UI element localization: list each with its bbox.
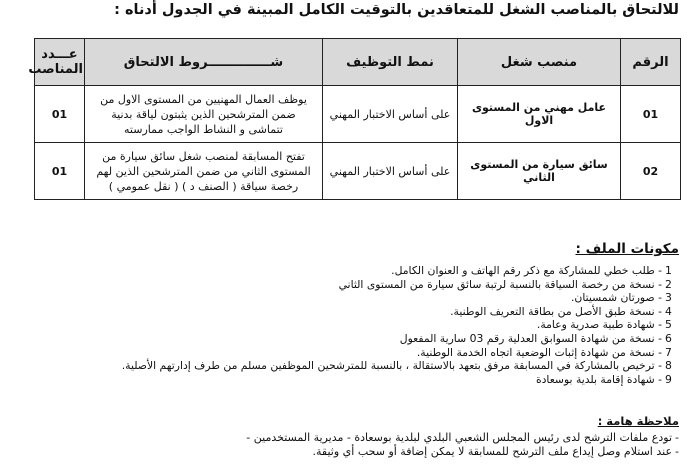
condition-line: ضمن المترشحين الذين يثبتون لياقة بدنية xyxy=(111,107,296,121)
positions-table xyxy=(28,38,681,200)
note-text: عند استلام وصل إيداع ملف الترشح للمسابقة لا يمكن إضافة أو سحب أي وثيقة. xyxy=(312,445,673,458)
item-text: نسخة من رخصة السياقة بالنسبة لرتبة سائق سيارة من المستوى الثاني xyxy=(338,277,655,291)
file-components-list xyxy=(19,264,679,386)
header-conditions: شــــــــــــــروط الالتحاق xyxy=(85,39,323,86)
list-item: 8- ترخيص بالمشاركة في المسابقة مرفق بتعهد بالاستقالة ، بالنسبة للمترشحين الموظفين مسلم من طرف إدارتهم الأصلية. xyxy=(19,359,679,373)
note-bullet: - xyxy=(675,431,679,444)
list-item: 6- نسخة من شهادة السوابق العدلية رقم 03 سارية المفعول xyxy=(19,332,679,346)
row-mode: على أساس الاختبار المهني xyxy=(323,86,458,143)
row-mode: على أساس الاختبار المهني xyxy=(323,143,458,200)
item-text: شهادة طبية صدرية وعامة. xyxy=(536,318,655,332)
list-item: 4- نسخة طبق الأصل من بطاقة التعريف الوطنية. xyxy=(19,305,679,319)
list-item: 1- طلب خطي للمشاركة مع ذكر رقم الهاتف و العنوان الكامل. xyxy=(19,264,679,278)
condition-line: يوظف العمال المهنيين من المستوى الاول من xyxy=(100,92,307,106)
item-number: 6 xyxy=(665,331,672,345)
item-number: 1 xyxy=(665,264,672,277)
header-count-line1: عـــدد xyxy=(41,47,78,62)
item-number: 7 xyxy=(665,345,672,359)
file-components-title: مكونات الملف : xyxy=(575,241,679,257)
list-item: 7- نسخة من شهادة إثبات الوضعية اتجاه الخدمة الوطنية. xyxy=(19,346,679,360)
note-item xyxy=(9,431,679,445)
condition-line: تفتح المسابقة لمنصب شغل سائق سيارة من xyxy=(102,149,305,163)
item-text: نسخة من شهادة إثبات الوضعية اتجاه الخدمة الوطنية. xyxy=(416,345,655,359)
notes-list xyxy=(9,431,679,459)
header-count xyxy=(28,39,85,86)
table-row xyxy=(35,143,681,200)
header-count-line2: المناصب xyxy=(28,62,83,77)
row-number: 02 xyxy=(621,143,681,200)
item-number: 8 xyxy=(665,359,672,373)
list-item: 5- شهادة طبية صدرية وعامة. xyxy=(19,318,679,332)
condition-line: المستوى الثاني من ضمن المترشحين الذين لهم xyxy=(96,164,311,178)
header-mode: نمط التوظيف xyxy=(323,39,458,86)
intro-text: للالتحاق بالمناصب الشغل للمتعاقدين بالتوقيت الكامل المبينة في الجدول أدناه : xyxy=(114,2,679,18)
item-text: ترخيص بالمشاركة في المسابقة مرفق بتعهد بالاستقالة ، بالنسبة للمترشحين الموظفين مسلم من طرف إدارتهم الأصلية. xyxy=(121,359,655,373)
notes-title: ملاحظة هامة : xyxy=(597,414,679,428)
item-text: صورتان شمسيتان. xyxy=(570,291,655,305)
condition-line: رخصة سياقة ( الصنف د ) ( نقل عمومي ) xyxy=(108,179,299,193)
list-item: 3- صورتان شمسيتان. xyxy=(19,291,679,305)
row-count: 01 xyxy=(35,143,85,200)
item-text: شهادة إقامة بلدية بوسعادة xyxy=(535,372,655,386)
item-number: 2 xyxy=(665,277,672,291)
item-text: طلب خطي للمشاركة مع ذكر رقم الهاتف و العنوان الكامل. xyxy=(391,264,655,277)
item-text: نسخة طبق الأصل من بطاقة التعريف الوطنية. xyxy=(450,304,655,318)
header-post: منصب شغل xyxy=(458,39,621,86)
list-item: 2- نسخة من رخصة السياقة بالنسبة لرتبة سائق سيارة من المستوى الثاني xyxy=(19,278,679,292)
row-count: 01 xyxy=(35,86,85,143)
table-header-row xyxy=(35,39,681,86)
item-number: 9 xyxy=(665,372,672,386)
row-number: 01 xyxy=(621,86,681,143)
note-text: تودع ملفات الترشح لدى رئيس المجلس الشعبي البلدي لبلدية بوسعادة - مديرية المستخدمين - xyxy=(246,431,673,444)
table-row xyxy=(35,86,681,143)
header-number: الرقم xyxy=(621,39,681,86)
note-item xyxy=(9,445,679,459)
note-bullet: - xyxy=(675,445,679,458)
item-number: 4 xyxy=(665,304,672,318)
row-conditions xyxy=(85,86,323,143)
item-number: 5 xyxy=(665,318,672,332)
condition-line: تتماشى و النشاط الواجب ممارسته xyxy=(124,122,283,136)
row-post: سائق سيارة من المستوى الثاني xyxy=(458,143,621,200)
list-item: 9- شهادة إقامة بلدية بوسعادة xyxy=(19,373,679,387)
item-number: 3 xyxy=(665,291,672,305)
row-post: عامل مهني من المستوى الاول xyxy=(458,86,621,143)
row-conditions xyxy=(85,143,323,200)
item-text: نسخة من شهادة السوابق العدلية رقم 03 سارية المفعول xyxy=(399,331,655,345)
